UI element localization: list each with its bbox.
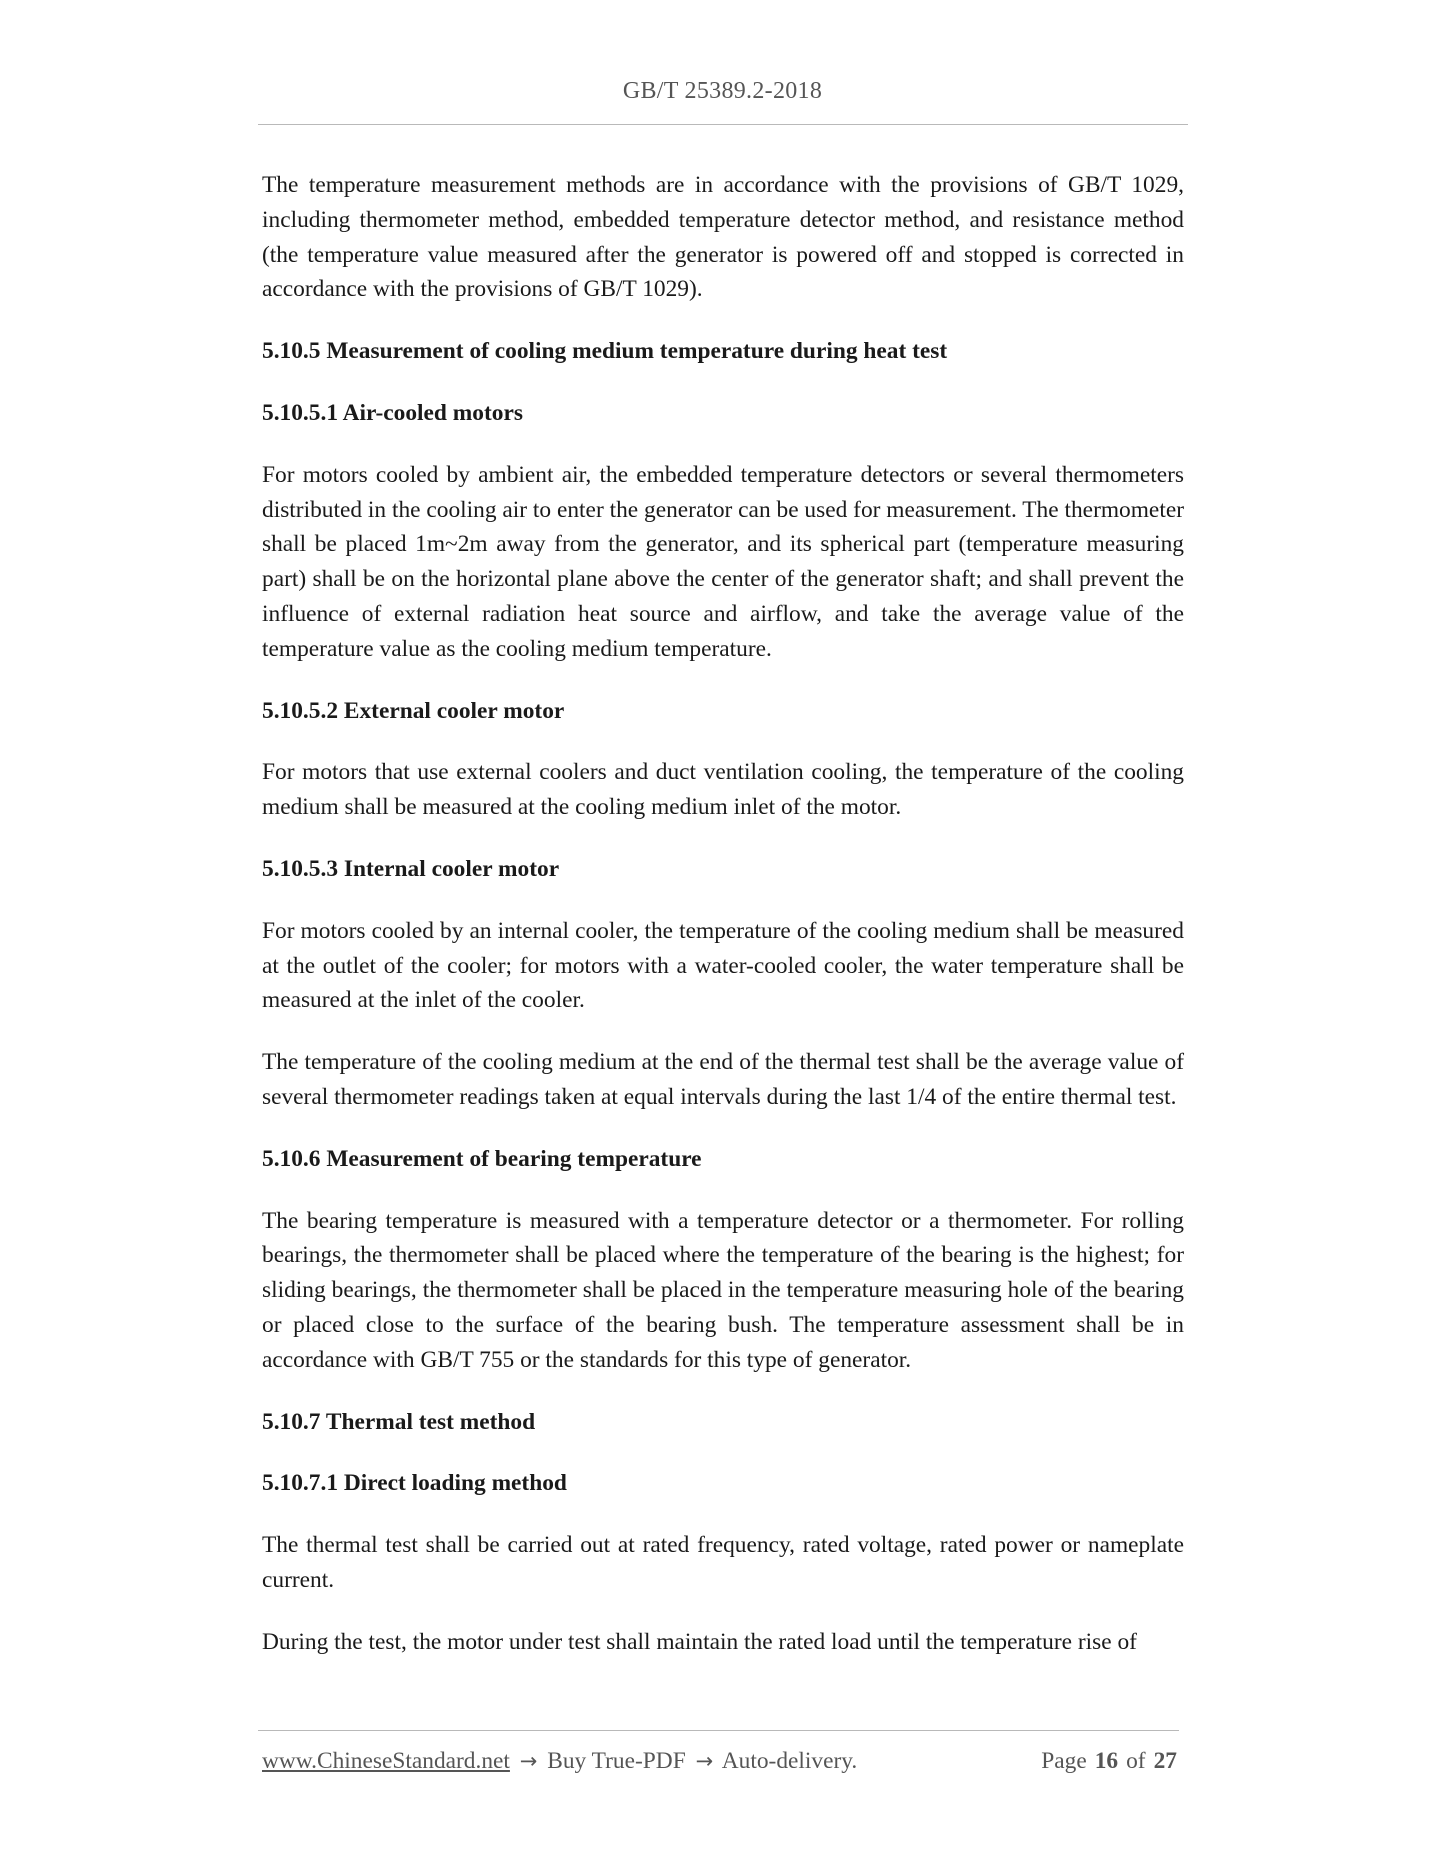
buy-true-pdf-text: Buy True-PDF <box>547 1748 686 1774</box>
paragraph: The temperature of the cooling medium at the end of the thermal test shall be the average value of several thermometer readings taken at equal intervals during the last 1/4 of the entire thermal test. <box>262 1049 1184 1110</box>
paragraph: During the test, the motor under test shall maintain the rated load until the temperature rise of <box>262 1628 1137 1655</box>
footer-promo <box>262 1748 857 1775</box>
section-heading: 5.10.6 Measurement of bearing temperature <box>262 1145 702 1172</box>
footer-divider <box>258 1730 1179 1731</box>
section-heading: 5.10.5.1 Air-cooled motors <box>262 399 523 426</box>
paragraph: The temperature measurement methods are in accordance with the provisions of GB/T 1029, including thermometer method, embedded temperature detector method, and resistance method (the temperature value measured after the generator is powered off and stopped is corrected in accordance with the provisions of GB/T 1029). <box>262 172 1184 303</box>
arrow-right-icon: → <box>519 1749 538 1773</box>
of-label: of <box>1126 1748 1146 1774</box>
section-heading: 5.10.5 Measurement of cooling medium temperature during heat test <box>262 338 948 365</box>
paragraph: For motors that use external coolers and duct ventilation cooling, the temperature of the cooling medium shall be measured at the cooling medium inlet of the motor. <box>262 759 1184 821</box>
arrow-right-icon: → <box>695 1749 714 1773</box>
section-heading: 5.10.5.3 Internal cooler motor <box>262 855 560 882</box>
header-divider <box>258 124 1188 125</box>
paragraph: For motors cooled by ambient air, the embedded temperature detectors or several thermometers distributed in the cooling air to enter the generator can be used for measurement. The thermometer shall be placed 1m~2m away from the generator, and its spherical part (temperature measuring part) shall be on the horizontal plane above the center of the generator shaft; and shall prevent the influence of external radiation heat source and airflow, and take the average value of the temperature value as the cooling medium temperature. <box>262 461 1184 662</box>
page-footer <box>262 1748 1177 1782</box>
total-pages: 27 <box>1153 1748 1177 1774</box>
page-label: Page <box>1041 1748 1087 1774</box>
document-body <box>262 168 1184 1687</box>
paragraph: For motors cooled by an internal cooler, the temperature of the cooling medium shall be measured at the outlet of the cooler; for motors with a water-cooled cooler, the water temperature shall be measured at the inlet of the cooler. <box>262 917 1184 1014</box>
auto-delivery-text: Auto-delivery. <box>721 1748 858 1774</box>
section-heading: 5.10.5.2 External cooler motor <box>262 697 565 724</box>
page-number: 16 <box>1094 1748 1119 1774</box>
paragraph: The thermal test shall be carried out at rated frequency, rated voltage, rated power or nameplate current. <box>262 1532 1184 1593</box>
section-heading: 5.10.7 Thermal test method <box>262 1408 536 1435</box>
page-header-title: GB/T 25389.2-2018 <box>622 78 823 104</box>
paragraph: The bearing temperature is measured with a temperature detector or a thermometer. For rolling bearings, the thermometer shall be placed where the temperature of the bearing is the highest; for sliding bearings, the thermometer shall be placed in the temperature measuring hole of the bearing or placed close to the surface of the bearing bush. The temperature assessment shall be in accordance with GB/T 755 or the standards for this type of generator. <box>262 1207 1184 1373</box>
page-indicator <box>1041 1748 1177 1775</box>
section-heading: 5.10.7.1 Direct loading method <box>262 1470 567 1497</box>
site-link[interactable]: www.ChineseStandard.net <box>262 1748 510 1774</box>
